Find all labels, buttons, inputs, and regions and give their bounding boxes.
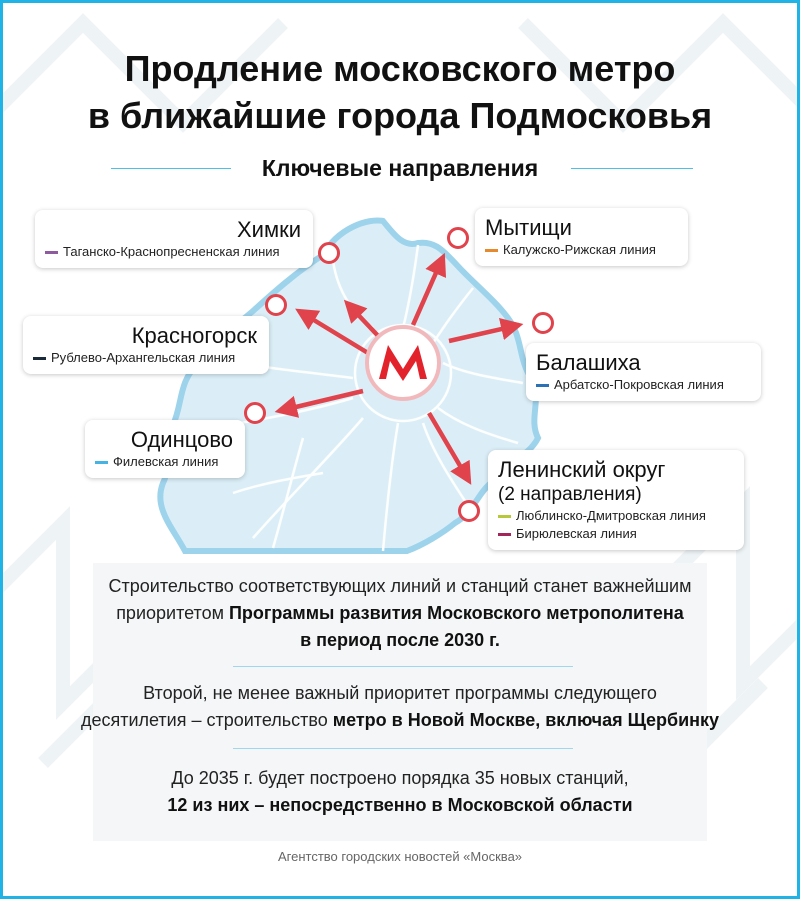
line-color-swatch bbox=[33, 357, 46, 360]
divider bbox=[233, 748, 573, 749]
metro-line bbox=[45, 243, 301, 261]
line-color-swatch bbox=[498, 533, 511, 536]
note-1-line-3 bbox=[3, 627, 797, 654]
page-title bbox=[3, 45, 797, 139]
note-bold: Программы развития Московского метрополитена bbox=[228, 603, 684, 623]
note-1-line-2 bbox=[3, 600, 797, 627]
metro-logo-icon bbox=[367, 327, 439, 399]
line-color-swatch bbox=[498, 515, 511, 518]
note-text: десятилетия – строительство bbox=[80, 710, 333, 730]
note-3 bbox=[3, 765, 797, 819]
note-3-line-2 bbox=[3, 792, 797, 819]
target-circle-icon bbox=[460, 502, 479, 521]
note-2-line-2 bbox=[3, 707, 797, 734]
line-name: Филевская линия bbox=[113, 454, 219, 469]
note-2 bbox=[3, 680, 797, 734]
line-name: Калужско-Рижская линия bbox=[503, 242, 656, 257]
metro-line bbox=[536, 376, 749, 394]
city-note: (2 направления) bbox=[498, 484, 642, 505]
destination-card-mytishchi bbox=[475, 208, 688, 266]
city-name: Одинцово bbox=[130, 427, 233, 452]
target-circle-icon bbox=[320, 244, 339, 263]
target-circle-icon bbox=[267, 296, 286, 315]
note-1-line-1: Строительство соответствующих линий и станций станет важнейшим bbox=[108, 576, 692, 596]
destination-card-balashikha bbox=[526, 343, 761, 401]
note-bold: в период после 2030 г. bbox=[300, 630, 500, 650]
city-name: Химки bbox=[236, 217, 301, 242]
line-name: Арбатско-Покровская линия bbox=[554, 377, 724, 392]
line-name: Рублево-Архангельская линия bbox=[51, 350, 236, 365]
subtitle-rule-right bbox=[571, 168, 693, 169]
destination-card-odintsovo bbox=[85, 420, 245, 478]
line-name: Таганско-Краснопресненская линия bbox=[63, 244, 280, 259]
target-circle-icon bbox=[534, 314, 553, 333]
note-3-line-1: До 2035 г. будет построено порядка 35 новых станций, bbox=[171, 768, 629, 788]
title-line-1: Продление московского метро bbox=[124, 48, 676, 89]
city-name: Балашиха bbox=[536, 350, 641, 375]
target-circle-icon bbox=[449, 229, 468, 248]
metro-line bbox=[485, 241, 676, 259]
title-line-2: в ближайшие города Подмосковья bbox=[87, 95, 713, 136]
note-1 bbox=[3, 573, 797, 654]
city-name: Мытищи bbox=[485, 215, 572, 240]
moscow-outline bbox=[160, 220, 538, 551]
destination-card-khimki bbox=[35, 210, 313, 268]
target-circle-icon bbox=[246, 404, 265, 423]
metro-line bbox=[33, 349, 257, 367]
city-name: Красногорск bbox=[131, 323, 257, 348]
divider bbox=[233, 666, 573, 667]
note-2-line-1: Второй, не менее важный приоритет программы следующего bbox=[143, 683, 657, 703]
city-name: Ленинский округ bbox=[498, 457, 666, 482]
metro-line bbox=[95, 453, 233, 471]
line-name: Люблинско-Дмитровская линия bbox=[516, 508, 706, 523]
line-color-swatch bbox=[95, 461, 108, 464]
line-color-swatch bbox=[485, 249, 498, 252]
note-bold: 12 из них – непосредственно в Московской области bbox=[167, 795, 633, 815]
subtitle: Ключевые направления bbox=[261, 155, 539, 181]
line-color-swatch bbox=[536, 384, 549, 387]
note-text: приоритетом bbox=[116, 603, 229, 623]
footer-credit: Агентство городских новостей «Москва» bbox=[277, 849, 523, 864]
line-name: Бирюлевская линия bbox=[516, 526, 637, 541]
metro-line bbox=[498, 525, 732, 543]
line-color-swatch bbox=[45, 251, 58, 254]
destination-card-leninsky bbox=[488, 450, 744, 550]
subtitle-block bbox=[3, 151, 797, 185]
note-bold: метро в Новой Москве, включая Щербинку bbox=[332, 710, 720, 730]
metro-line bbox=[498, 507, 732, 525]
destination-card-krasnogorsk bbox=[23, 316, 269, 374]
